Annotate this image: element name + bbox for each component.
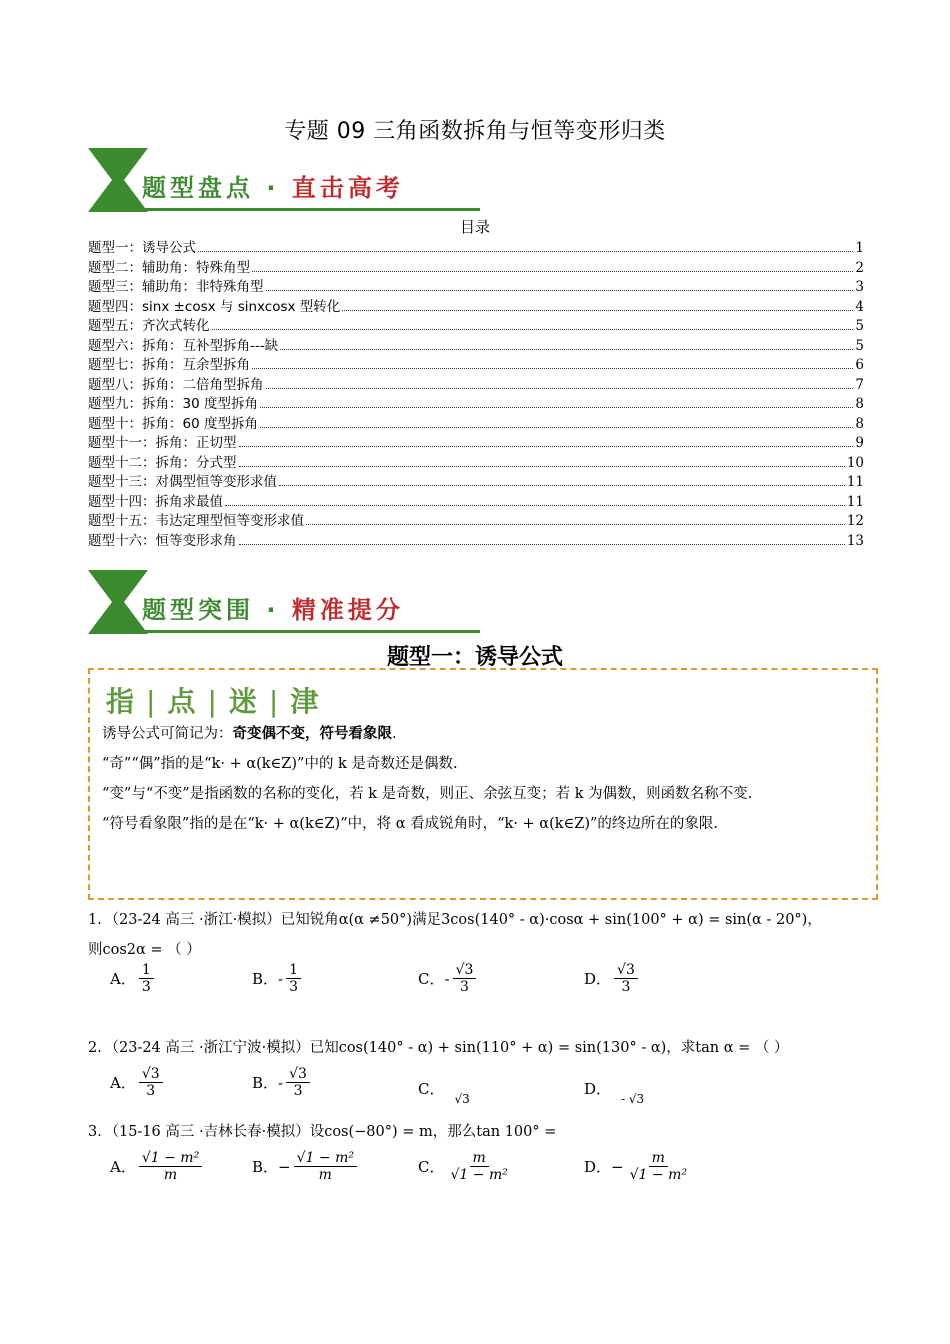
option-label: C． xyxy=(418,1158,445,1177)
option-fraction xyxy=(294,1150,357,1183)
banner-breakthrough xyxy=(88,570,480,636)
toc-leader-dots xyxy=(260,407,853,408)
option-fraction xyxy=(453,962,477,995)
toc-leader-dots xyxy=(266,388,854,389)
toc-leader-dots xyxy=(239,446,854,447)
tip-line-1 xyxy=(102,722,397,743)
banner-overview-right: 直击高考 xyxy=(291,174,404,202)
tip-line-4: “符号看象限”指的是在“k· + α(k∈Z)”中，将 α 看成锐角时，“k· + α(k∈Z)”的终边所在的象限. xyxy=(102,816,719,832)
banner-breakthrough-left: 题型突围 xyxy=(142,596,254,624)
toc-entry-label: 题型十二：拆角：分式型 xyxy=(88,454,237,471)
toc-entry[interactable] xyxy=(88,490,864,510)
toc-entry-page: 6 xyxy=(855,357,864,373)
toc-entry[interactable] xyxy=(88,373,864,393)
fraction-denominator: 3 xyxy=(141,979,151,996)
toc-leader-dots xyxy=(306,524,845,525)
q2-option-c[interactable] xyxy=(418,1078,470,1106)
toc-leader-dots xyxy=(225,505,845,506)
toc-entry-page: 4 xyxy=(855,298,864,315)
fraction-denominator: 3 xyxy=(621,979,631,996)
question-2-stem: 2．（23-24 高三 ·浙江宁波·模拟）已知cos(140° - α) + sin(110° + α) = sin(130° - α)，求tan α = （ ） xyxy=(88,1040,789,1056)
toc-entry-label: 题型四：sinx ±cosx 与 sinxcosx 型转化 xyxy=(88,298,341,315)
toc-leader-dots xyxy=(266,290,854,291)
toc-entry-page: 9 xyxy=(855,435,864,451)
q3-option-d[interactable] xyxy=(584,1150,693,1183)
option-label: A． xyxy=(110,1158,136,1177)
banner-overview-dot: · xyxy=(266,174,280,202)
toc-entry-label: 题型九：拆角：30 度型拆角 xyxy=(88,396,258,412)
banner-overview-left: 题型盘点 xyxy=(142,174,254,202)
toc-leader-dots xyxy=(280,349,853,350)
fraction-denominator: m xyxy=(163,1167,178,1184)
q2-option-d[interactable] xyxy=(584,1078,645,1106)
toc-entry-page: 5 xyxy=(855,318,864,334)
toc-leader-dots xyxy=(212,329,854,330)
fraction-denominator: √1 − m² xyxy=(629,1167,687,1184)
option-label: B． xyxy=(252,1074,279,1093)
tip-box xyxy=(88,668,878,900)
toc-leader-dots xyxy=(260,427,853,428)
option-label: C． xyxy=(418,1080,445,1098)
q1-option-d[interactable] xyxy=(584,962,641,995)
toc-entry-page: 8 xyxy=(855,396,864,412)
option-label: B． xyxy=(252,970,279,989)
option-label: C． xyxy=(418,970,445,989)
option-sign: - xyxy=(444,969,450,988)
toc-entry[interactable] xyxy=(88,353,864,373)
toc-entry[interactable] xyxy=(88,295,864,315)
toc-entry-page: 1 xyxy=(855,240,864,256)
page-title: 专题 09 三角函数拆角与恒等变形归类 xyxy=(284,119,666,144)
toc-entry-label: 题型六：拆角：互补型拆角---缺 xyxy=(88,337,279,354)
q1-option-a[interactable] xyxy=(110,962,157,995)
toc-entry-label: 题型三：辅助角：非特殊角型 xyxy=(88,279,264,295)
toc-entry[interactable] xyxy=(88,334,864,354)
toc-entry[interactable] xyxy=(88,275,864,295)
toc-entry-label: 题型八：拆角：二倍角型拆角 xyxy=(88,376,264,393)
option-sign: - xyxy=(278,969,284,988)
fraction-numerator: √1 − m² xyxy=(294,1150,357,1167)
tip-emphasis: 奇变偶不变，符号看象限 xyxy=(232,725,392,742)
fraction-numerator: m xyxy=(649,1150,668,1167)
fraction-numerator: √3 xyxy=(614,962,638,979)
option-fraction xyxy=(614,962,638,995)
option-fraction xyxy=(139,1150,202,1183)
tip-heading-char: 点 xyxy=(167,685,198,718)
toc-entry-page: 8 xyxy=(855,415,864,432)
toc-entry-label: 题型一：诱导公式 xyxy=(88,240,196,256)
question-3-stem: 3．（15-16 高三 ·吉林长春·模拟）设cos(−80°) = m，那么tan 100° = xyxy=(88,1124,557,1140)
toc-entry-page: 3 xyxy=(855,279,864,295)
banner-breakthrough-dot: · xyxy=(266,596,280,624)
fraction-denominator: 3 xyxy=(146,1083,156,1100)
banner-breakthrough-right: 精准提分 xyxy=(291,596,404,624)
fraction-numerator: √3 xyxy=(453,962,477,979)
fraction-denominator: 3 xyxy=(289,979,299,996)
option-sign: − xyxy=(611,1157,624,1176)
toc-entry-label: 题型七：拆角：互余型拆角 xyxy=(88,357,250,373)
toc-entry-page: 11 xyxy=(846,493,864,510)
toc-entry[interactable] xyxy=(88,256,864,276)
section-heading: 题型一：诱导公式 xyxy=(386,645,563,670)
table-of-contents xyxy=(88,236,864,548)
fraction-numerator: m xyxy=(470,1150,489,1167)
fraction-numerator: 1 xyxy=(139,962,154,979)
toc-entry-page: 12 xyxy=(846,513,864,529)
toc-entry[interactable] xyxy=(88,412,864,432)
tip-text: 诱导公式可简记为： xyxy=(102,726,233,742)
option-fraction xyxy=(286,1066,310,1099)
fraction-numerator: √3 xyxy=(286,1066,310,1083)
q1-option-c[interactable] xyxy=(418,962,479,995)
q3-option-a[interactable] xyxy=(110,1150,205,1183)
q1-option-b[interactable] xyxy=(252,962,304,995)
tip-line-3: “变”与“不变”是指函数的名称的变化，若 k 是奇数，则正、余弦互变；若 k 为偶数，则函数名称不变. xyxy=(102,786,753,802)
toc-entry[interactable] xyxy=(88,314,864,334)
fraction-denominator: 3 xyxy=(460,979,469,996)
toc-leader-dots xyxy=(342,310,853,311)
option-label: D． xyxy=(584,1080,612,1098)
toc-entry[interactable] xyxy=(88,392,864,412)
option-fraction xyxy=(627,1150,690,1183)
toc-leader-dots xyxy=(239,466,845,467)
toc-entry[interactable] xyxy=(88,236,864,256)
toc-title: 目录 xyxy=(459,218,490,236)
toc-entry-label: 题型十六：恒等变形求角 xyxy=(88,532,237,549)
q2-option-a[interactable] xyxy=(110,1066,166,1099)
toc-entry-page: 10 xyxy=(846,454,864,471)
option-fraction xyxy=(447,1150,510,1183)
fraction-denominator: m xyxy=(318,1167,332,1184)
option-value: - √3 xyxy=(621,1091,645,1106)
question-1-stem: 1．（23-24 高三 ·浙江·模拟）已知锐角α(α ≠50°)满足3cos(140° - α)·cosα + sin(100° + α) = sin(α - 20°)， xyxy=(88,912,822,928)
option-label: D． xyxy=(584,1158,612,1177)
toc-entry-label: 题型十：拆角：60 度型拆角 xyxy=(88,415,258,432)
toc-entry-page: 11 xyxy=(846,474,864,490)
tip-heading: 指 | 点 | 迷 | 津 xyxy=(106,685,321,718)
tip-heading-char: 津 xyxy=(290,685,321,718)
toc-entry[interactable] xyxy=(88,470,864,490)
tip-heading-char: 迷 xyxy=(228,685,259,718)
toc-entry-page: 5 xyxy=(855,337,864,354)
banner-overview xyxy=(88,148,480,214)
option-label: D． xyxy=(584,970,612,989)
fraction-numerator: 1 xyxy=(286,962,301,979)
option-label: A． xyxy=(110,1074,136,1093)
toc-leader-dots xyxy=(252,271,853,272)
toc-entry[interactable] xyxy=(88,451,864,471)
fraction-numerator: √1 − m² xyxy=(139,1150,202,1167)
toc-entry-label: 题型二：辅助角：特殊角型 xyxy=(88,259,250,276)
question-1-stem-2: 则cos2α = （ ） xyxy=(88,942,201,958)
option-fraction xyxy=(286,962,301,995)
toc-leader-dots xyxy=(239,544,845,545)
toc-entry-label: 题型十五：韦达定理型恒等变形求值 xyxy=(88,513,304,529)
option-sign: - xyxy=(278,1073,284,1092)
option-sign: − xyxy=(278,1157,291,1176)
toc-entry-label: 题型五：齐次式转化 xyxy=(88,318,210,334)
toc-entry-page: 13 xyxy=(846,532,864,549)
toc-entry[interactable] xyxy=(88,431,864,451)
toc-entry-label: 题型十一：拆角：正切型 xyxy=(88,435,237,451)
toc-leader-dots xyxy=(198,251,853,252)
fraction-numerator: √3 xyxy=(139,1066,163,1083)
fraction-denominator: 3 xyxy=(293,1083,303,1100)
option-label: A． xyxy=(110,970,136,989)
toc-entry-page: 7 xyxy=(855,376,864,393)
toc-entry-label: 题型十四：拆角求最值 xyxy=(88,493,223,510)
option-fraction xyxy=(139,1066,163,1099)
option-label: B． xyxy=(252,1158,279,1177)
q3-option-c[interactable] xyxy=(418,1150,514,1183)
toc-entry-page: 2 xyxy=(855,259,864,276)
tip-heading-char: 指 xyxy=(106,685,137,718)
option-fraction xyxy=(139,962,154,995)
tip-line-2: “奇”“偶”指的是“k· + α(k∈Z)”中的 k 是奇数还是偶数. xyxy=(102,756,458,772)
fraction-denominator: √1 − m² xyxy=(450,1167,508,1184)
tip-text: . xyxy=(392,726,397,742)
q2-option-b[interactable] xyxy=(252,1066,313,1099)
toc-leader-dots xyxy=(279,485,845,486)
option-value: √3 xyxy=(454,1091,470,1106)
toc-entry[interactable] xyxy=(88,529,864,549)
toc-entry[interactable] xyxy=(88,509,864,529)
toc-leader-dots xyxy=(252,368,853,369)
q3-option-b[interactable] xyxy=(252,1150,360,1183)
toc-entry-label: 题型十三：对偶型恒等变形求值 xyxy=(88,474,277,490)
